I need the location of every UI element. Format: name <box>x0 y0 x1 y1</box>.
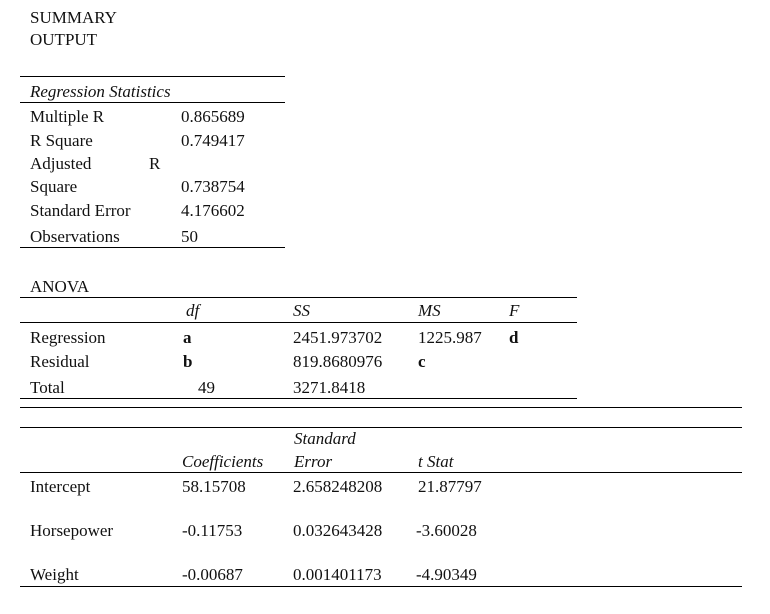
coef-row-weight-std-error: 0.001401173 <box>293 565 382 584</box>
anova-row-regression-f: d <box>509 328 519 347</box>
coef-bottom-rule <box>20 586 742 587</box>
anova-row-residual-label: Residual <box>30 352 90 371</box>
coef-row-weight-label: Weight <box>30 565 79 584</box>
coef-row-weight-t-stat: -4.90349 <box>416 565 477 584</box>
adjusted-r-square-value: 0.738754 <box>181 177 245 196</box>
coef-header-rule <box>20 472 742 473</box>
summary-title-line1: SUMMARY <box>30 8 117 27</box>
anova-header-rule <box>20 322 577 323</box>
anova-row-total-ss: 3271.8418 <box>293 378 366 397</box>
regstats-bottom-rule <box>20 247 285 248</box>
adjusted-r-square-label-a: Adjusted <box>30 154 92 173</box>
coef-row-horsepower-t-stat: -3.60028 <box>416 521 477 540</box>
anova-col-ss: SS <box>293 301 310 320</box>
anova-col-f: F <box>509 301 520 320</box>
multiple-r-value: 0.865689 <box>181 107 245 126</box>
coef-col-t-stat: t Stat <box>418 452 454 471</box>
regstats-top-rule <box>20 76 285 77</box>
regstats-heading: Regression Statistics <box>30 82 171 101</box>
coef-row-intercept-label: Intercept <box>30 477 91 496</box>
r-square-label: R Square <box>30 131 93 150</box>
adjusted-r-square-label-line2: Square <box>30 177 78 196</box>
anova-row-regression-label: Regression <box>30 328 106 347</box>
standard-error-label: Standard Error <box>30 201 131 220</box>
coef-row-horsepower-std-error: 0.032643428 <box>293 521 383 540</box>
anova-row-regression-df: a <box>183 328 192 347</box>
adjusted-r-square-label-b: R <box>149 154 161 173</box>
coef-row-weight-coefficient: -0.00687 <box>182 565 243 584</box>
anova-row-residual-df: b <box>183 352 193 371</box>
anova-row-regression-ms: 1225.987 <box>418 328 482 347</box>
anova-bottom-rule <box>20 398 577 399</box>
summary-title-line2: OUTPUT <box>30 30 98 49</box>
anova-row-regression-ss: 2451.973702 <box>293 328 383 347</box>
anova-top-rule <box>20 297 577 298</box>
coef-top-rule-2 <box>20 427 742 428</box>
observations-value: 50 <box>181 227 198 246</box>
coef-top-rule-1 <box>20 407 742 408</box>
coef-row-horsepower-coefficient: -0.11753 <box>182 521 243 540</box>
anova-row-residual-ss: 819.8680976 <box>293 352 383 371</box>
regstats-heading-rule <box>20 102 285 103</box>
coef-row-horsepower-label: Horsepower <box>30 521 114 540</box>
anova-col-df: df <box>186 301 200 320</box>
multiple-r-label: Multiple R <box>30 107 105 126</box>
coef-row-intercept-t-stat: 21.87797 <box>418 477 482 496</box>
anova-row-residual-ms: c <box>418 352 426 371</box>
standard-error-value: 4.176602 <box>181 201 245 220</box>
coef-row-intercept-coefficient: 58.15708 <box>182 477 246 496</box>
r-square-value: 0.749417 <box>181 131 245 150</box>
anova-row-total-label: Total <box>30 378 65 397</box>
coef-row-intercept-std-error: 2.658248208 <box>293 477 383 496</box>
coef-col-coefficients: Coefficients <box>182 452 264 471</box>
anova-col-ms: MS <box>418 301 441 320</box>
anova-row-total-df: 49 <box>198 378 215 397</box>
anova-heading: ANOVA <box>30 277 90 296</box>
coef-col-std-error-line2: Error <box>294 452 333 471</box>
coef-col-std-error-line1: Standard <box>294 429 356 448</box>
observations-label: Observations <box>30 227 120 246</box>
